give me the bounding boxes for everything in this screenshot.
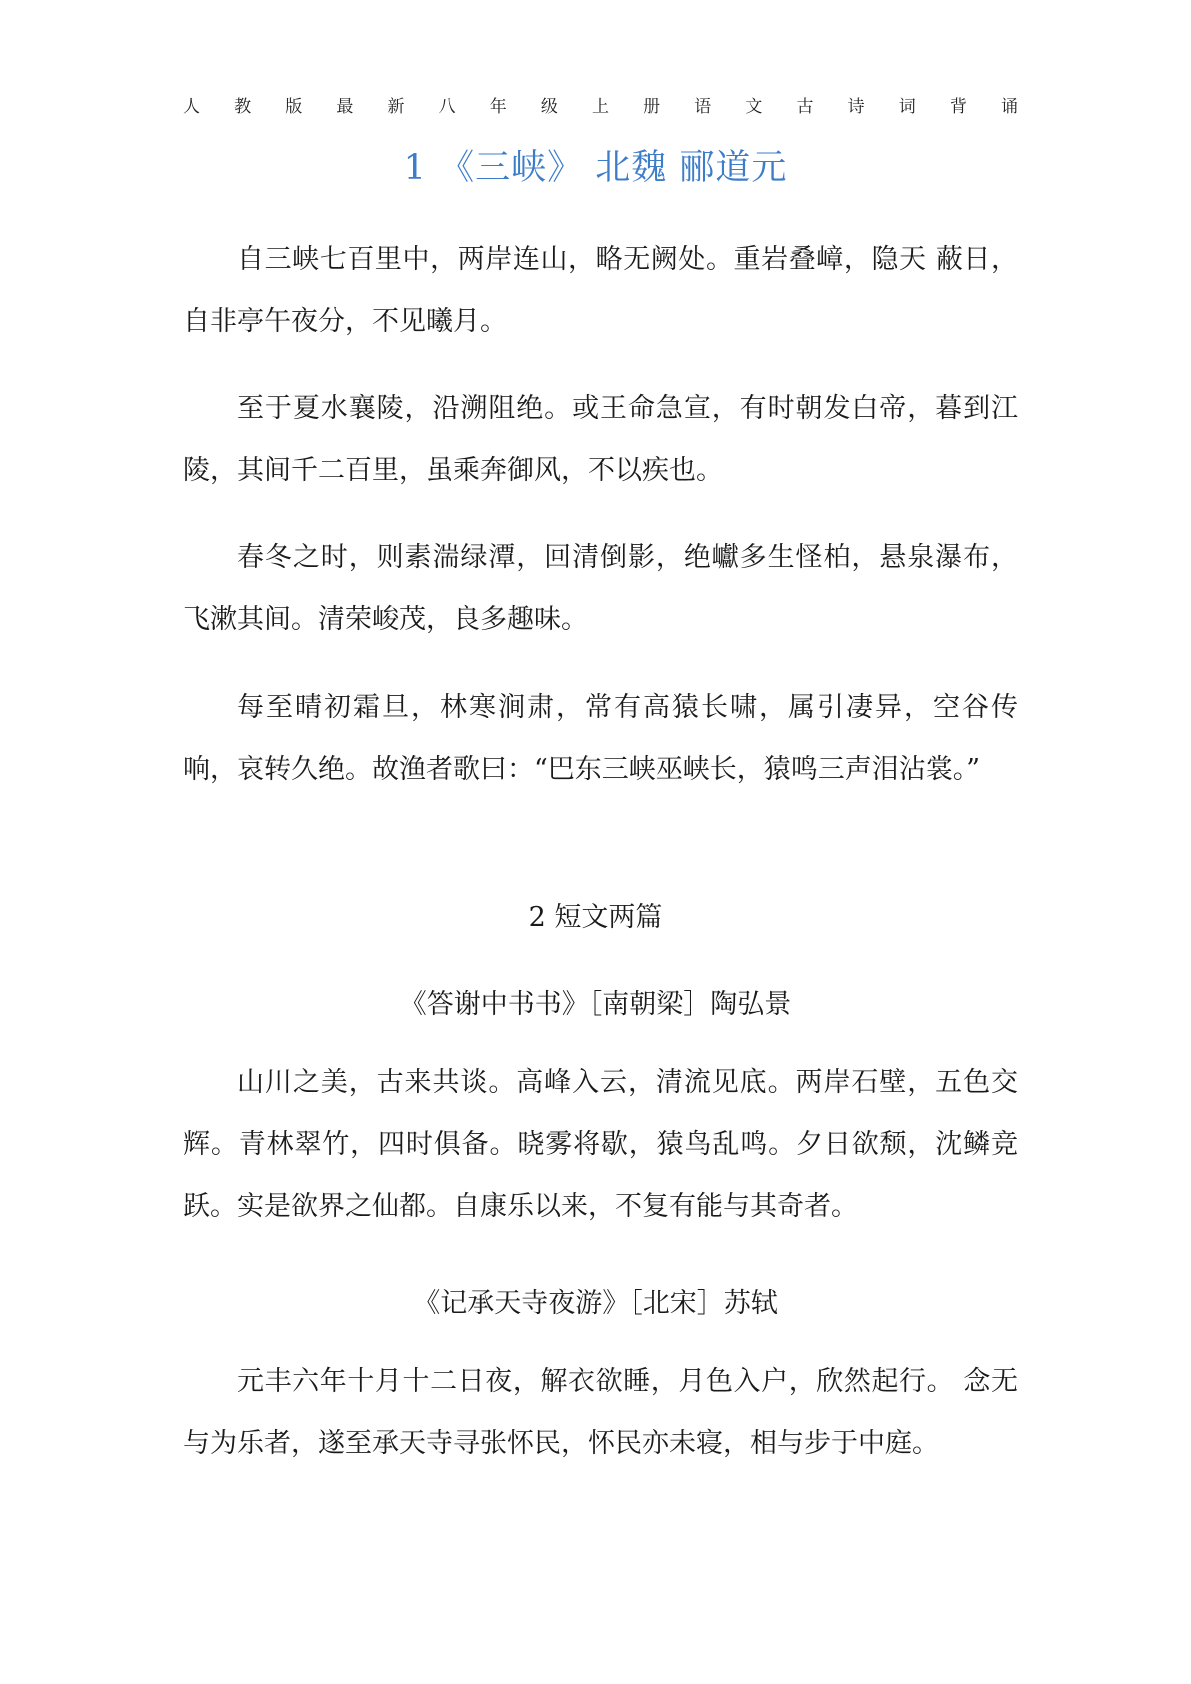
header-char: 年: [489, 97, 507, 117]
section1-paragraph-2: 至于夏水襄陵，沿溯阻绝。或王命急宣，有时朝发白帝，暮到江陵，其间千二百里，虽乘奔御风，不以疾也。: [183, 393, 1018, 486]
essay1-heading: 《答谢中书书》［南朝梁］陶弘景: [399, 989, 792, 1020]
header-char: 诵: [1001, 97, 1018, 117]
essay2-paragraph: 元丰六年十月十二日夜，解衣欲睡，月色入户，欣然起行。 念无与为乐者，遂至承天寺寻张怀民，怀民亦未寝，相与步于中庭。: [183, 1366, 1018, 1459]
header-char: 版: [285, 97, 303, 117]
header-char: 教: [234, 97, 252, 117]
header-char: 最: [336, 97, 354, 117]
header-char: 文: [745, 97, 763, 117]
header-char: 背: [949, 97, 967, 117]
header-char: 人: [183, 97, 200, 117]
essay1-paragraph: 山川之美，古来共谈。高峰入云，清流见底。两岸石壁，五色交辉。青林翠竹，四时俱备。晓雾将歇，猿鸟乱鸣。夕日欲颓，沈鳞竞跃。实是欲界之仙都。自康乐以来，不复有能与其奇者。: [183, 1067, 1018, 1222]
section1-paragraph-4: 每至晴初霜旦，林寒涧肃，常有高猿长啸，属引凄异，空谷传响，哀转久绝。故渔者歌曰：“巴东三峡巫峡长，猿鸣三声泪沾裳。”: [183, 692, 1018, 785]
header-char: 册: [643, 97, 661, 117]
section2-title: 2 短文两篇: [528, 902, 663, 933]
section1-paragraph-3: 春冬之时，则素湍绿潭，回清倒影，绝巘多生怪柏，悬泉瀑布，飞漱其间。清荣峻茂，良多趣味。: [183, 542, 1018, 635]
header-char: 新: [387, 97, 405, 117]
section1-paragraph-1: 自三峡七百里中，两岸连山，略无阙处。重岩叠嶂，隐天 蔽日，自非亭午夜分，不见曦月。: [183, 244, 1018, 337]
header-char: 上: [592, 97, 609, 117]
header-char: 语: [694, 97, 712, 117]
section1-title: 1 《三峡》 北魏 郦道元: [403, 148, 788, 188]
page-header: [183, 92, 1018, 117]
header-char: 词: [898, 97, 916, 117]
header-char: 古: [796, 97, 814, 117]
header-char: 级: [540, 97, 558, 117]
essay2-heading: 《记承天寺夜游》［北宋］苏轼: [413, 1288, 778, 1319]
header-char: 诗: [847, 97, 865, 117]
header-char: 八: [438, 97, 456, 117]
